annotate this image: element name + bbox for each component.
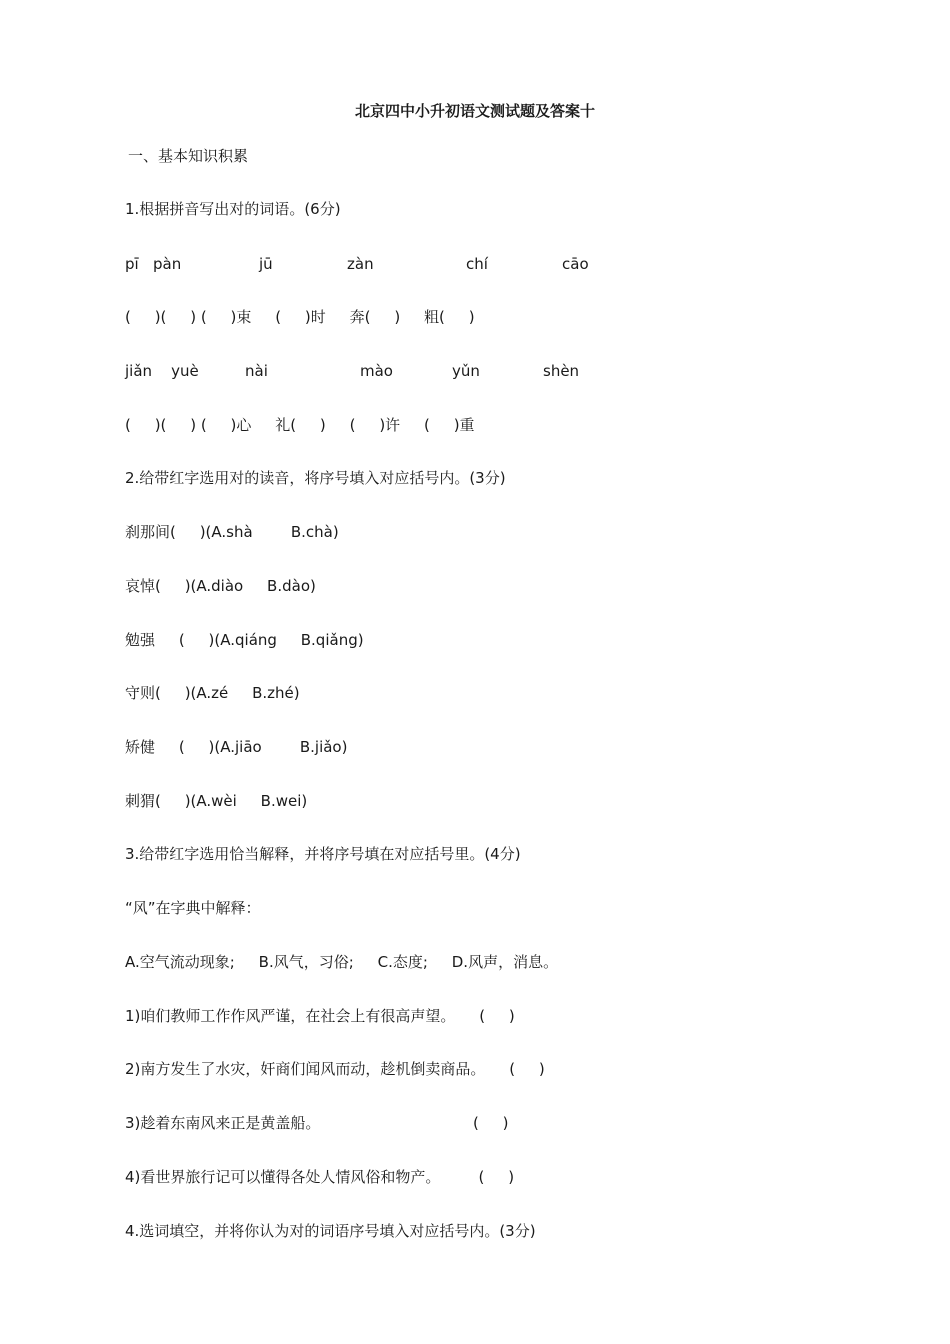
question-2-item: 刺猬( )(A.wèi B.wei) — [125, 792, 308, 810]
document-title: 北京四中小升初语文测试题及答案十 — [354, 102, 595, 120]
pinyin-item: zàn — [347, 255, 374, 273]
question-3-item: 2)南方发生了水灾，奸商们闻风而动，趁机倒卖商品。 ( ) — [125, 1060, 545, 1078]
question-1-heading: 1.根据拼音写出对的词语。(6分) — [125, 200, 341, 218]
question-3-heading: 3.给带红字选用恰当解释，并将序号填在对应括号里。(4分) — [125, 845, 521, 863]
pinyin-item: jiǎn yuè — [125, 362, 199, 380]
pinyin-item: chí — [466, 255, 488, 273]
question-2-item: 勉强 ( )(A.qiáng B.qiǎng) — [125, 631, 364, 649]
pinyin-item: shèn — [543, 362, 580, 380]
question-3-item: 4)看世界旅行记可以懂得各处人情风俗和物产。 ( ) — [125, 1168, 515, 1186]
section-heading-basic-knowledge: 一、基本知识积累 — [128, 147, 249, 165]
question-3-options: A.空气流动现象; B.风气，习俗; C.态度; D.风声，消息。 — [125, 953, 559, 971]
question-4-heading: 4.选词填空，并将你认为对的词语序号填入对应括号内。(3分) — [125, 1222, 536, 1240]
question-3-item: 3)趁着东南风来正是黄盖船。 ( ) — [125, 1114, 509, 1132]
question-2-item: 矫健 ( )(A.jiāo B.jiǎo) — [125, 738, 348, 756]
question-2-item: 守则( )(A.zé B.zhé) — [125, 684, 300, 702]
pinyin-item: cāo — [562, 255, 589, 273]
pinyin-item: pī pàn — [125, 255, 182, 273]
question-3-intro: “风”在字典中解释： — [125, 899, 261, 917]
question-2-heading: 2.给带红字选用对的读音，将序号填入对应括号内。(3分) — [125, 469, 506, 487]
pinyin-item: nài — [245, 362, 268, 380]
pinyin-item: mào — [360, 362, 393, 380]
question-3-item: 1)咱们教师工作作风严谨，在社会上有很高声望。 ( ) — [125, 1007, 515, 1025]
question-1-blanks-row-2: ( )( ) ( )心 礼( ) ( )许 ( )重 — [125, 416, 475, 434]
question-1-blanks-row-1: ( )( ) ( )束 ( )时 奔( ) 粗( ) — [125, 308, 475, 326]
question-2-item: 刹那间( )(A.shà B.chà) — [125, 523, 339, 541]
question-2-item: 哀悼( )(A.diào B.dào) — [125, 577, 316, 595]
pinyin-item: jū — [259, 255, 273, 273]
pinyin-item: yǔn — [452, 362, 480, 380]
